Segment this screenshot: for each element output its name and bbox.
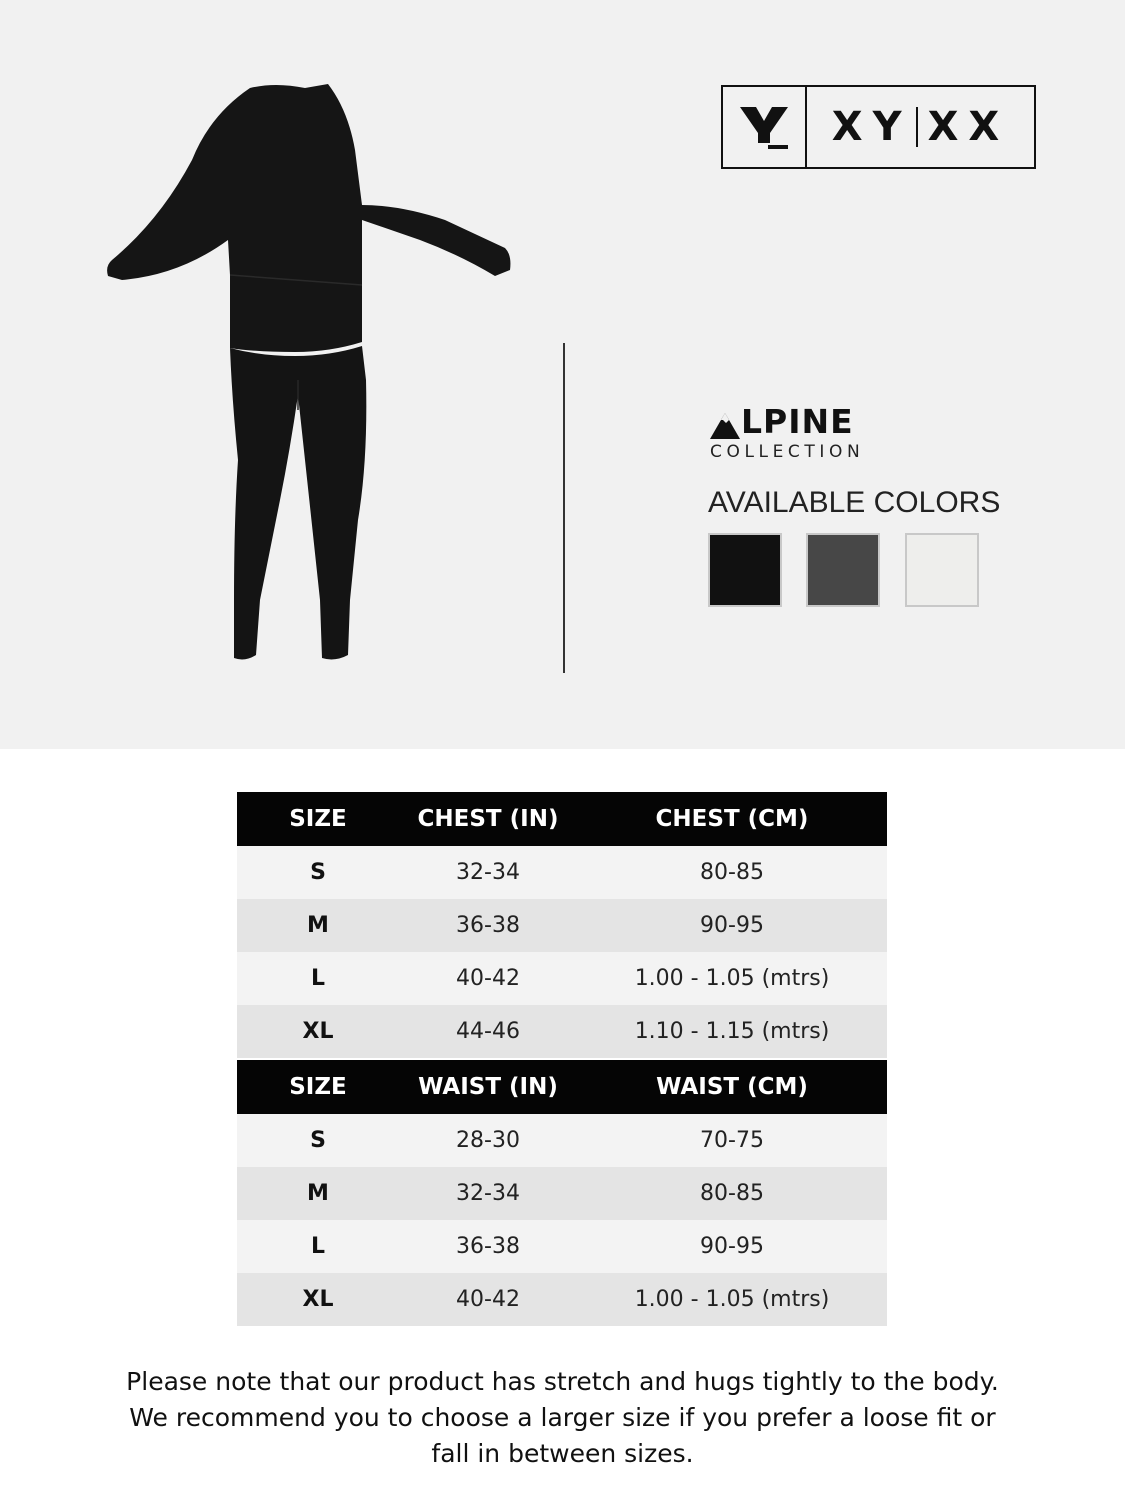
- fit-note-line: We recommend you to choose a larger size if you prefer a loose fit or: [129, 1403, 996, 1432]
- waist-size-table: [237, 1060, 887, 1326]
- size-cell: XL: [237, 1273, 399, 1326]
- fit-note-line: fall in between sizes.: [431, 1439, 694, 1468]
- waist-in-cell: 36-38: [399, 1220, 577, 1273]
- mountain-icon: [710, 411, 740, 439]
- chest-cm-cell: 1.00 - 1.05 (mtrs): [577, 952, 887, 1005]
- size-cell: S: [237, 846, 399, 899]
- size-cell: M: [237, 1167, 399, 1220]
- swatch-white[interactable]: [905, 533, 979, 607]
- waist-header-row: [237, 1060, 887, 1114]
- table-row: [237, 1114, 887, 1167]
- table-row: [237, 1220, 887, 1273]
- brand-name-right: XX: [927, 104, 1010, 150]
- brand-separator: [916, 107, 918, 147]
- size-cell: S: [237, 1114, 399, 1167]
- fit-note: [0, 1364, 1125, 1472]
- size-cell: XL: [237, 1005, 399, 1058]
- chest-in-cell: 32-34: [399, 846, 577, 899]
- header-chest-in: CHEST (IN): [399, 792, 577, 846]
- chest-cm-cell: 1.10 - 1.15 (mtrs): [577, 1005, 887, 1058]
- chest-size-table: [237, 792, 887, 1058]
- waist-cm-cell: 80-85: [577, 1167, 887, 1220]
- size-cell: L: [237, 952, 399, 1005]
- header-size: SIZE: [237, 1060, 399, 1114]
- table-row: [237, 1167, 887, 1220]
- chest-cm-cell: 80-85: [577, 846, 887, 899]
- waist-in-cell: 28-30: [399, 1114, 577, 1167]
- header-size: SIZE: [237, 792, 399, 846]
- header-waist-in: WAIST (IN): [399, 1060, 577, 1114]
- swatch-charcoal[interactable]: [806, 533, 880, 607]
- table-row: [237, 1005, 887, 1058]
- brand-name-left: XY: [831, 104, 912, 150]
- table-row: [237, 952, 887, 1005]
- collection-title: LPINE: [741, 402, 854, 441]
- size-cell: M: [237, 899, 399, 952]
- chest-in-cell: 44-46: [399, 1005, 577, 1058]
- vertical-divider: [563, 343, 565, 673]
- size-cell: L: [237, 1220, 399, 1273]
- swatch-black[interactable]: [708, 533, 782, 607]
- table-row: [237, 1273, 887, 1326]
- collection-subtitle: COLLECTION: [710, 442, 865, 462]
- chest-in-cell: 40-42: [399, 952, 577, 1005]
- thermal-set-image: [100, 80, 520, 670]
- chest-cm-cell: 90-95: [577, 899, 887, 952]
- table-row: [237, 899, 887, 952]
- header-waist-cm: WAIST (CM): [577, 1060, 887, 1114]
- waist-in-cell: 32-34: [399, 1167, 577, 1220]
- brand-mark-icon: [723, 87, 807, 167]
- chest-header-row: [237, 792, 887, 846]
- waist-in-cell: 40-42: [399, 1273, 577, 1326]
- table-row: [237, 846, 887, 899]
- waist-cm-cell: 1.00 - 1.05 (mtrs): [577, 1273, 887, 1326]
- brand-logo: [721, 85, 1036, 169]
- header-chest-cm: CHEST (CM): [577, 792, 887, 846]
- product-hero: [0, 0, 1125, 749]
- brand-name: [807, 87, 1034, 167]
- waist-cm-cell: 90-95: [577, 1220, 887, 1273]
- chest-in-cell: 36-38: [399, 899, 577, 952]
- available-colors-title: AVAILABLE COLORS: [708, 486, 1001, 519]
- fit-note-line: Please note that our product has stretch and hugs tightly to the body.: [126, 1367, 999, 1396]
- waist-cm-cell: 70-75: [577, 1114, 887, 1167]
- alpine-collection-logo: [710, 402, 865, 462]
